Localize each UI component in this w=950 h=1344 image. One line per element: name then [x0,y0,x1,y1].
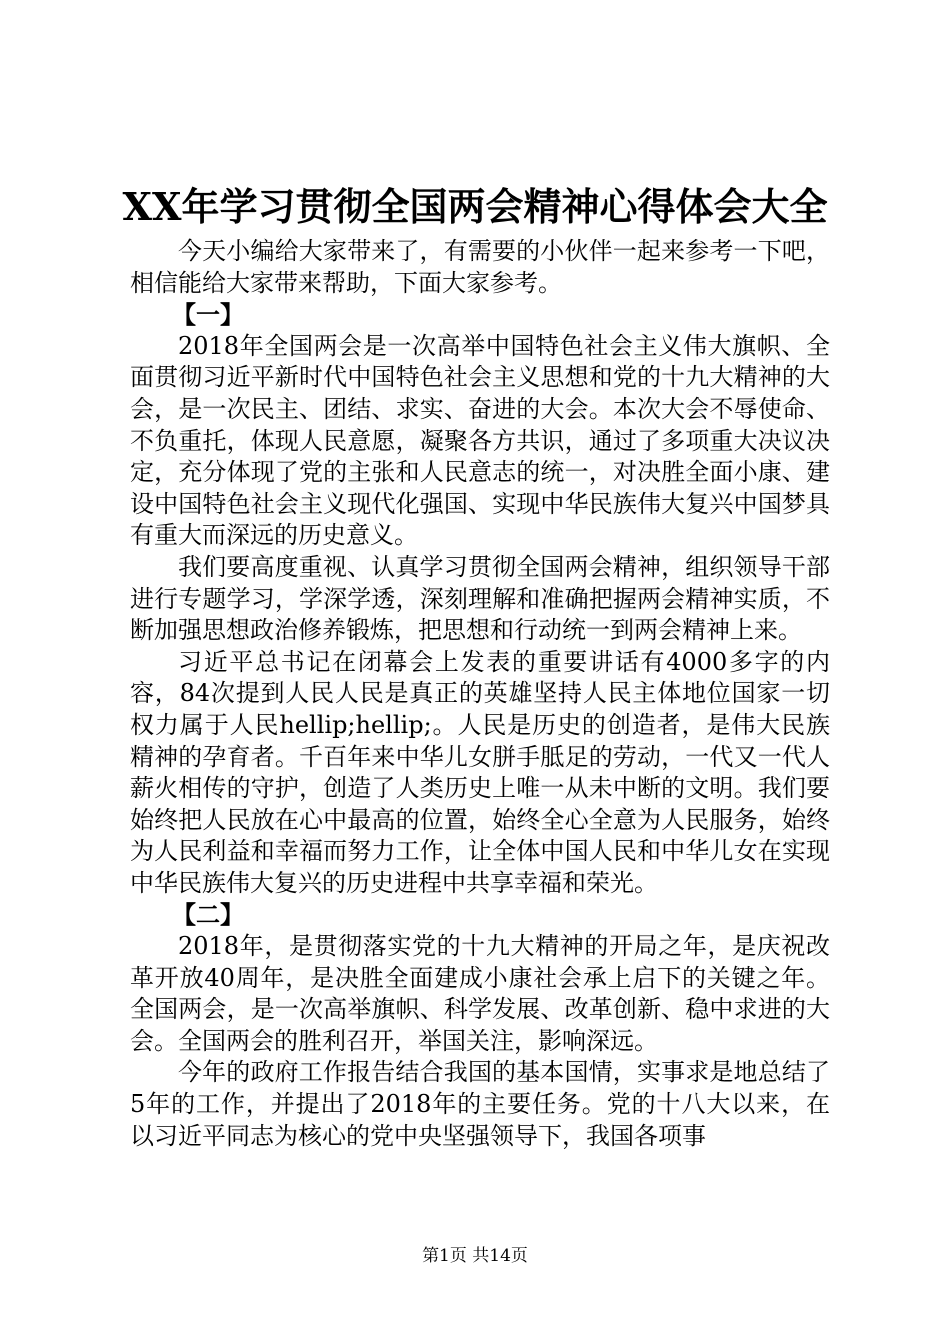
page-number-footer: 第1页 共14页 [422,1246,528,1266]
document-body [130,236,830,1152]
section-heading-2: 【二】 [172,900,244,930]
document-title: XX年学习贯彻全国两会精神心得体会大全 [122,184,828,229]
body-paragraph: 我们要高度重视、认真学习贯彻全国两会精神，组织领导干部进行专题学习，学深学透，深刻理解和准确把握两会精神实质，不断加强思想政治修养锻炼，把思想和行动统一到两会精神上来。 [130,552,830,645]
body-paragraph: 今年的政府工作报告结合我国的基本国情，实事求是地总结了5年的工作，并提出了2018年的主要任务。党的十八大以来，在以习近平同志为核心的党中央坚强领导下，我国各项事 [130,1058,830,1150]
body-paragraph: 2018年，是贯彻落实党的十九大精神的开局之年，是庆祝改革开放40周年，是决胜全面建成小康社会承上启下的关键之年。全国两会，是一次高举旗帜、科学发展、改革创新、稳中求进的大会。全国两会的胜利召开，举国关注，影响深远。 [130,932,830,1055]
section-heading-1: 【一】 [172,300,244,330]
intro-paragraph: 今天小编给大家带来了，有需要的小伙伴一起来参考一下吧，相信能给大家带来帮助，下面大家参考。 [130,237,830,297]
body-paragraph: 2018年全国两会是一次高举中国特色社会主义伟大旗帜、全面贯彻习近平新时代中国特色社会主义思想和党的十九大精神的大会，是一次民主、团结、求实、奋进的大会。本次大会不辱使命、不负重托，体现人民意愿，凝聚各方共识，通过了多项重大决议决定，充分体现了党的主张和人民意志的统一，对决胜全面小康、建设中国特色社会主义现代化强国、实现中华民族伟大复兴中国梦具有重大而深远的历史意义。 [130,331,830,550]
body-paragraph: 习近平总书记在闭幕会上发表的重要讲话有4000多字的内容，84次提到人民人民是真正的英雄坚持人民主体地位国家一切权力属于人民hellip;hellip;。人民是历史的创造者，是伟大民族精神的孕育者。千百年来中华儿女胼手胝足的劳动，一代又一代人薪火相传的守护，创造了人类历史上唯一从未中断的文明。我们要始终把人民放在心中最高的位置，始终全心全意为人民服务，始终为人民利益和幸福而努力工作，让全体中国人民和中华儿女在实现中华民族伟大复兴的历史进程中共享幸福和荣光。 [130,647,830,897]
